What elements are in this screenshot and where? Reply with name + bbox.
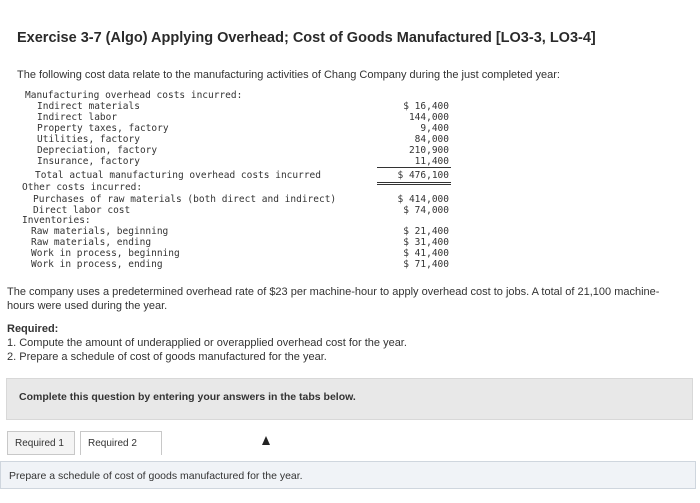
instructions-text: Complete this question by entering your answers in the tabs below. <box>19 391 356 403</box>
row-label-wip-beginning: Work in process, beginning <box>31 248 180 259</box>
required-item-1: 1. Compute the amount of underapplied or overapplied overhead cost for the year. <box>7 337 407 349</box>
row-value-wip-ending: $ 71,400 <box>403 259 449 270</box>
row-value-raw-materials-ending: $ 31,400 <box>403 237 449 248</box>
total-double-rule-top <box>377 182 451 183</box>
row-label-direct-labor: Direct labor cost <box>33 205 131 216</box>
row-label-indirect-materials: Indirect materials <box>37 101 140 112</box>
row-value-utilities: 84,000 <box>414 134 449 145</box>
exercise-title: Exercise 3-7 (Algo) Applying Overhead; Cost of Goods Manufactured [LO3-3, LO3-4] <box>17 30 596 46</box>
row-label-property-taxes: Property taxes, factory <box>37 123 169 134</box>
total-double-rule-bottom <box>377 184 451 185</box>
tab-content-panel <box>0 461 696 489</box>
row-label-depreciation: Depreciation, factory <box>37 145 158 156</box>
total-overhead-value: $ 476,100 <box>397 170 449 181</box>
row-value-indirect-labor: 144,000 <box>408 112 449 123</box>
row-label-insurance: Insurance, factory <box>37 156 140 167</box>
overhead-rate-note-line2: hours were used during the year. <box>7 300 168 312</box>
tab-content-text: Prepare a schedule of cost of goods manufactured for the year. <box>9 470 303 482</box>
row-value-raw-materials-beginning: $ 21,400 <box>403 226 449 237</box>
mfg-overhead-header: Manufacturing overhead costs incurred: <box>25 90 243 101</box>
row-label-wip-ending: Work in process, ending <box>31 259 163 270</box>
required-heading: Required: <box>7 323 59 335</box>
subtotal-rule <box>377 167 451 168</box>
instructions-banner <box>6 378 693 420</box>
required-item-2: 2. Prepare a schedule of cost of goods manufactured for the year. <box>7 351 327 363</box>
row-label-raw-materials-beginning: Raw materials, beginning <box>31 226 169 237</box>
row-value-depreciation: 210,900 <box>408 145 449 156</box>
row-label-indirect-labor: Indirect labor <box>37 112 118 123</box>
row-value-indirect-materials: $ 16,400 <box>403 101 449 112</box>
total-overhead-label: Total actual manufacturing overhead costs incurred <box>35 170 321 181</box>
row-value-direct-labor: $ 74,000 <box>403 205 449 216</box>
inventories-header: Inventories: <box>22 215 91 226</box>
tab-required-1[interactable]: Required 1 <box>7 431 75 455</box>
row-label-utilities: Utilities, factory <box>37 134 140 145</box>
row-label-purchases-raw-materials: Purchases of raw materials (both direct and indirect) <box>33 194 337 205</box>
row-value-purchases-raw-materials: $ 414,000 <box>397 194 449 205</box>
intro-text: The following cost data relate to the manufacturing activities of Chang Company during the just completed year: <box>17 69 560 81</box>
mouse-cursor-icon <box>262 436 270 445</box>
tab-required-2[interactable]: Required 2 <box>80 431 162 455</box>
row-value-insurance: 11,400 <box>414 156 449 167</box>
overhead-rate-note-line1: The company uses a predetermined overhead rate of $23 per machine-hour to apply overhead cost to jobs. A total of 21,100 machine- <box>7 286 660 298</box>
row-label-raw-materials-ending: Raw materials, ending <box>31 237 152 248</box>
other-costs-header: Other costs incurred: <box>22 182 143 193</box>
row-value-wip-beginning: $ 41,400 <box>403 248 449 259</box>
row-value-property-taxes: 9,400 <box>420 123 449 134</box>
